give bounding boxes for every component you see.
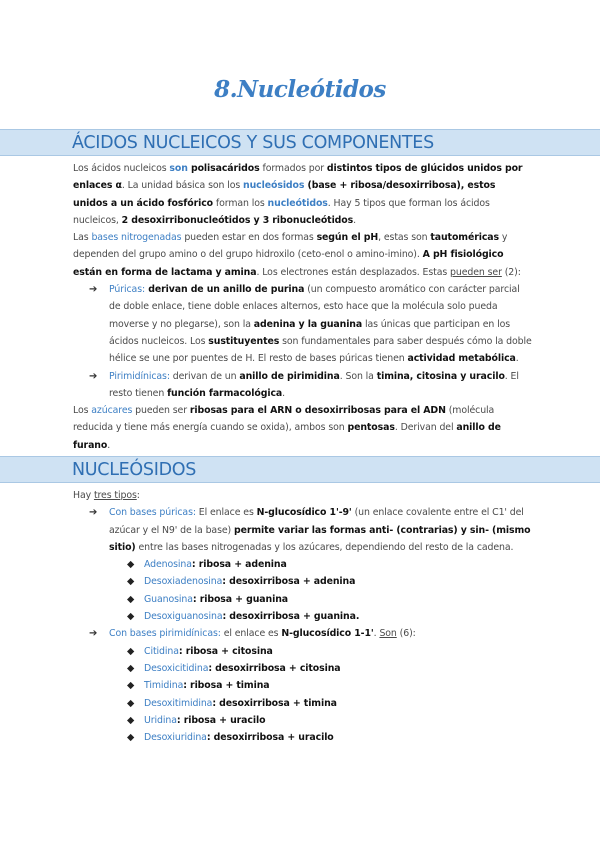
text-bold: polisacáridos: [187, 163, 260, 174]
diamond-bullet-icon: ◆: [127, 662, 135, 674]
nucleoside-list-item: [73, 556, 533, 573]
text-highlight: Púricas:: [109, 284, 146, 296]
text: forman los: [213, 197, 268, 209]
text: derivan de un: [169, 370, 240, 382]
text: Los: [73, 405, 92, 417]
nucleoside-list-item: [73, 729, 533, 746]
text-bold: A pH fisiológico están en forma de lactama y amina: [73, 249, 504, 278]
text: (molécula reducida y tiene más energía cuando se oxida), ambos son: [73, 405, 495, 434]
nucleoside-name: Uridina: [144, 714, 177, 726]
list-item-pyrimidine-nucleosides: [73, 625, 533, 642]
text: (2):: [501, 266, 521, 278]
nucleoside-list-item: [73, 643, 533, 660]
nucleoside-name: Guanosina: [144, 593, 193, 605]
text-highlight: bases nitrogenadas: [91, 232, 182, 244]
text-bold: N-glucosídico 1-1': [281, 628, 374, 640]
text-underlined: tres tipos: [93, 490, 137, 501]
nucleoside-list-item: [73, 573, 533, 590]
paragraph-nucleic-acids: [73, 160, 533, 229]
page-title: 8.Nucleótidos: [214, 76, 386, 103]
nucleoside-name: Desoxiuridina: [144, 732, 207, 744]
text-highlight: son: [169, 163, 188, 174]
list-item-pyrimidine-bases: [73, 368, 533, 403]
nucleoside-list-item: [73, 677, 533, 694]
nucleoside-composition: : ribosa + citosina: [178, 645, 273, 657]
text-bold: 2 desoxirribonucleótidos y 3 ribonucleótidos: [121, 214, 354, 226]
pyrimidine-nucleoside-list: [73, 643, 533, 747]
diamond-bullet-icon: ◆: [127, 697, 135, 709]
nucleoside-types-list-2: [73, 625, 533, 642]
diamond-bullet-icon: ◆: [127, 732, 135, 744]
text: . La unidad básica son los: [121, 180, 244, 192]
text: . Son la: [339, 370, 377, 382]
text: . Derivan del: [394, 422, 457, 434]
nucleoside-composition: : ribosa + adenina: [191, 559, 287, 571]
arrow-right-icon: ➔: [89, 507, 98, 519]
list-item-purine-bases: [73, 281, 533, 367]
text: . Hay 5 tipos que forman los ácidos nucleicos,: [73, 197, 490, 226]
diamond-bullet-icon: ◆: [127, 714, 135, 726]
text-underlined: pueden ser: [450, 266, 502, 278]
text-bold: tautoméricas: [430, 232, 500, 244]
text-highlight: nucleósidos: [243, 180, 305, 192]
text: (6):: [396, 628, 416, 640]
text-bold: función farmacológica: [167, 387, 283, 399]
diamond-bullet-icon: ◆: [127, 559, 135, 571]
paragraph-sugars: [73, 402, 533, 454]
text-bold: actividad metabólica: [407, 353, 516, 365]
nucleoside-name: Desoxitimidina: [144, 697, 213, 709]
nucleoside-composition: : desoxirribosa + timina: [212, 697, 337, 709]
text: pueden ser: [132, 405, 190, 417]
nucleoside-types-list: [73, 504, 533, 556]
text: .: [107, 439, 111, 451]
text: Hay: [73, 490, 94, 501]
text-bold: adenina y la guanina: [253, 318, 363, 330]
nucleoside-name: Desoxiguanosina: [144, 611, 223, 623]
nucleoside-list-item: [73, 695, 533, 712]
text-bold: ribosas para el ARN o desoxirribosas para el ADN: [189, 405, 446, 417]
text-bold: anillo de furano: [73, 422, 501, 451]
text: Las: [73, 232, 92, 244]
text-highlight: nucleótidos: [267, 197, 328, 209]
diamond-bullet-icon: ◆: [127, 645, 135, 657]
diamond-bullet-icon: ◆: [127, 593, 135, 605]
diamond-bullet-icon: ◆: [127, 611, 135, 623]
text-bold: pentosas: [347, 422, 395, 434]
text: , estas son: [378, 232, 431, 244]
nucleoside-list-item: [73, 591, 533, 608]
text: y dependen del grupo amino o del grupo hidroxilo (ceto-enol o amino-imino).: [73, 232, 508, 261]
text-bold: permite variar las formas anti- (contrarias) y sin- (mismo sitio): [109, 524, 531, 553]
text: (un enlace covalente entre el C1' del azúcar y el N9' de la base): [109, 507, 524, 536]
nucleoside-name: Timidina: [144, 680, 184, 692]
arrow-right-icon: ➔: [89, 628, 98, 640]
paragraph-nitrogenous-bases: [73, 229, 533, 281]
section-body-acidos: [73, 160, 533, 454]
nucleoside-list-item: [73, 712, 533, 729]
text: el enlace es: [220, 628, 282, 640]
text: (un compuesto aromático con carácter parcial de doble enlace, tiene doble enlaces alternos, esto hace que la molécula solo pueda moverse y no plegarse), son la: [109, 284, 520, 330]
arrow-right-icon: ➔: [89, 284, 98, 296]
text: pueden estar en dos formas: [181, 232, 317, 244]
list-item-purine-nucleosides: [73, 504, 533, 556]
section-heading-acidos: ÁCIDOS NUCLEICOS Y SUS COMPONENTES: [72, 133, 434, 153]
text: Los ácidos nucleicos: [73, 163, 170, 174]
text: son fundamentales para saber después cómo la doble hélice se une por puentes de H. El resto de bases púricas tienen: [109, 335, 532, 365]
nucleoside-composition: : ribosa + guanina: [192, 593, 288, 605]
diamond-bullet-icon: ◆: [127, 576, 135, 588]
text-highlight: Con bases púricas:: [109, 507, 196, 519]
text-highlight: azúcares: [91, 405, 133, 417]
text-highlight: Pirimidínicas:: [109, 370, 170, 382]
text-bold: timina, citosina y uracilo: [376, 370, 505, 382]
text-bold: (base + ribosa/desoxirribosa), estos unidos a un ácido fosfórico: [73, 180, 496, 209]
nucleoside-name: Desoxicitidina: [144, 662, 209, 674]
text: :: [136, 490, 140, 501]
section-heading-band-acidos: [0, 129, 600, 156]
nucleoside-list-item: [73, 608, 533, 625]
nucleoside-composition: : ribosa + timina: [183, 680, 270, 692]
nucleoside-composition: : ribosa + uracilo: [176, 714, 266, 726]
nucleoside-name: Citidina: [144, 645, 179, 657]
section-heading-nucleosidos: NUCLEÓSIDOS: [72, 460, 197, 480]
text-bold: anillo de pirimidina: [239, 370, 340, 382]
text-bold: N-glucosídico 1'-9': [256, 507, 352, 519]
text-bold: derivan de un anillo de purina: [145, 284, 305, 296]
nucleoside-list-item: [73, 660, 533, 677]
text: formados por: [259, 163, 327, 174]
text-bold: distintos tipos de glúcidos unidos por enlaces α: [73, 163, 523, 192]
text-bold: según el pH: [316, 232, 379, 244]
nucleoside-name: Adenosina: [144, 559, 192, 571]
text: . El resto tienen: [109, 370, 519, 399]
text: .: [373, 628, 380, 640]
purine-nucleoside-list: [73, 556, 533, 625]
base-types-list: [73, 281, 533, 402]
text-highlight: Con bases pirimidínicas:: [109, 628, 221, 640]
nucleoside-composition: : desoxirribosa + uracilo: [206, 732, 334, 744]
section-body-nucleosidos: [73, 487, 533, 746]
section-heading-band-nucleosidos: [0, 456, 600, 483]
text: . Los electrones están desplazados. Estas: [256, 266, 451, 278]
diamond-bullet-icon: ◆: [127, 680, 135, 692]
arrow-right-icon: ➔: [89, 370, 98, 382]
text: .: [353, 214, 357, 226]
text: entre las bases nitrogenadas y los azúcares, dependiendo del resto de la cadena.: [135, 541, 514, 553]
text-bold: sustituyentes: [208, 335, 280, 347]
text: las únicas que participan en los ácidos nucleicos. Los: [109, 318, 511, 347]
paragraph-types-intro: [73, 487, 533, 504]
text: .: [282, 387, 286, 399]
text: El enlace es: [195, 507, 257, 519]
text: .: [515, 353, 519, 365]
nucleoside-composition: : desoxirribosa + guanina.: [222, 611, 360, 623]
nucleoside-name: Desoxiadenosina: [144, 576, 223, 588]
nucleoside-composition: : desoxirribosa + adenina: [222, 576, 356, 588]
text-underlined: Son: [379, 628, 397, 640]
nucleoside-composition: : desoxirribosa + citosina: [208, 662, 341, 674]
